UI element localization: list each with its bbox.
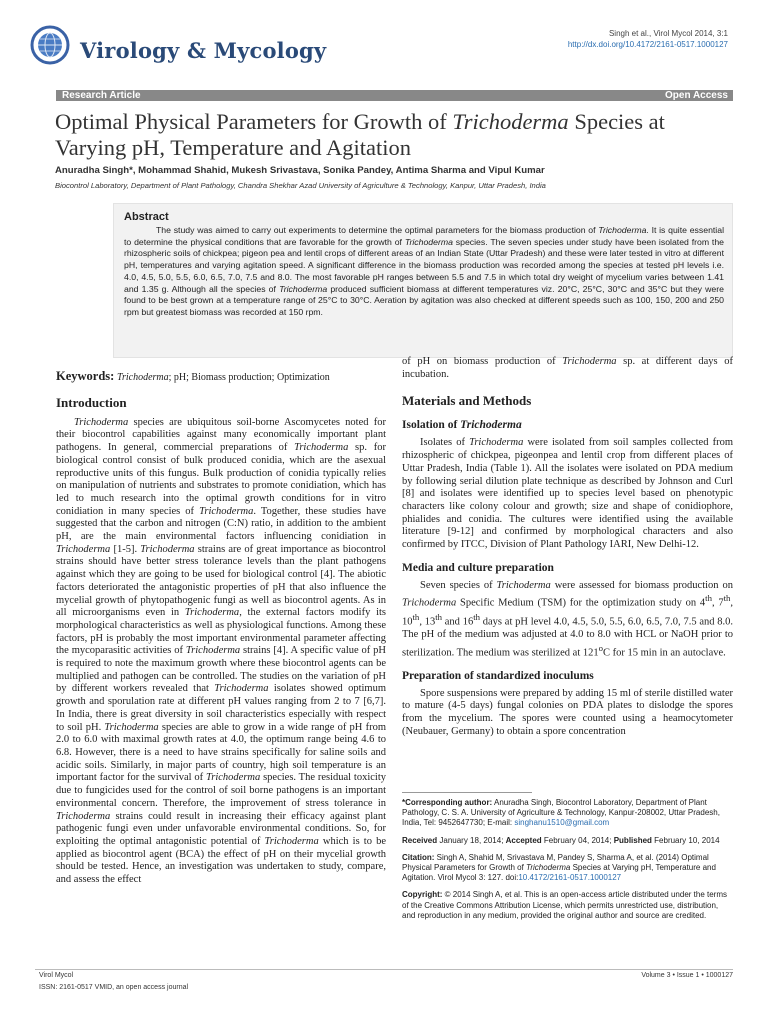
header-citation [568, 28, 728, 50]
footer-issn: ISSN: 2161-0517 VMID, an open access journal [39, 984, 189, 991]
isolation-paragraph: Isolates of Trichoderma were isolated from soil samples collected from rhizospheric of chickpea, pigeonpea and lentil crop from different places of Uttar Pradesh, India (Table 1). All the isolates were isolated on PDA medium by following serial dilution plate technique as described by Johnson and Curl [8] and isolates were identified up to species level based on phenotypic characters like colony colour and growth; size and shape of conidiophore, phialides and conidia. The cultures were identified using the available literature [9-12] and confirmed by morphological characters and also confirmed by ITCC, Division of Plant Pathology IARI, New Delhi-12. [402, 437, 733, 551]
footer-divider [35, 969, 733, 970]
open-access-label: Open Access [665, 90, 728, 101]
footer-volume: Volume 3 • Issue 1 • 1000127 [641, 972, 733, 979]
media-heading: Media and culture preparation [402, 561, 554, 574]
materials-methods-heading: Materials and Methods [402, 393, 532, 409]
dates: Received January 18, 2014; Accepted February 04, 2014; Published February 10, 2014 [402, 835, 720, 845]
title-part: Optimal Physical Parameters for Growth of [55, 109, 453, 134]
keywords: Keywords: Trichoderma; pH; Biomass production; Optimization [56, 369, 330, 383]
title-part: Species at Varying pH, Temperature and Agitation [55, 109, 665, 160]
abstract-text: The study was aimed to carry out experiments to determine the optimal parameters for the biomass production of Trichoderma. It is quite essential to determine the physical conditions that are favorable for the growth of Trichoderma species. The seven species under study have been isolated from the rhizospheric soils of chickpea; pigeon pea and lentil crops of different areas of an Indian State (Uttar Pradesh) and these were later tested in vitro at different pH, temperatures and varying agitation speed. A significant difference in the biomass production was recorded among the species at tested pH levels i.e. 4.0, 4.5, 5.0, 5.5, 6.0, 6.5, 7.0, 7.5 and 8.0. The most favorable pH ranges between 5.5 and 7.5 in which total dry weight of mycelium varies between 1.41 and 1.35 g. Although all the species of Trichoderma produced sufficient biomass at different temperatures viz. 20°C, 25°C, 30°C and 35°C but they were found to be best grown at a temperature range of 25°C to 30°C. Aeration by agitation was also checked at different speeds such as 100, 150, 200 and 250 rpm but greatest biomass was recorded at 150 rpm. [124, 225, 725, 317]
introduction-heading: Introduction [56, 394, 127, 410]
media-paragraph: Seven species of Trichoderma were assessed for biomass production on Trichoderma Specific Medium (TSM) for the optimization study on 4th, 7th, 10th, 13th and 16th days at pH level 4.0, 4.5, 5.0, 5.5, 6.0, 6.5, 7.0, 7.5 and 8.0. The pH of the medium was adjusted at 4.0 to 8.0 with HCL or NaOH prior to sterilization. The medium was sterilized at 121$^o$C for 15 min in an autoclave. [402, 579, 734, 659]
title-genus: Trichoderma [452, 109, 569, 134]
introduction-paragraph: Trichoderma species are ubiquitous soil-borne Ascomycetes noted for their biocontrol capabilities against many economically important plant pathogens. In general, commercial preparations of Trichoderma sp. for biological control consist of bulk produced conidia, which are the asexual reproductive units of this fungus. Bulk production of conidia typically relies on manipulation of nutrients and substrates to promote conidiation, which has led to much research into the optimal growth conditions for in vitro conidiation in many species of Trichoderma. Together, these studies have suggested that the carbon and nitrogen (C:N) ratio, in addition to the ambient pH, are the main environmental factors influencing conidiation in Trichoderma [1-5]. Trichoderma strains are of great importance as biocontrol strains should have better stress tolerance levels than the plant pathogens against which they are going to be used for biological control [4]. The abiotic factors deteriorated the antagonistic properties of pH that also influence the mycelial growth of phytopathogenic fungi as well as biocontrol agents. As in all microorganisms even in Trichoderma, the external factors modify its morphological characteristics as well as physiological functions. Among these factors, pH is probably the most important environmental parameter affecting the mycoparasitic activities of Trichoderma strains [4]. A specific value of pH is required to note the maximum growth where these biocontrol agents can be multiplied and pathogen can be controlled. The studies on the variation of pH by different workers revealed that Trichoderma isolates showed optimum growth and sporulation rate at different pH values ranging from 2 to 7 [6,7]. In India, there is great diversity in soil characteristics especially with respect to soil pH. Trichoderma species are able to grow in a wide range of pH from 2.0 to 6.0 with maximal growth rates at 4.0, the optimum range being 4.6 to 6.8. However, there is a need to have strains specifically for saline soils and acidic soils. Similarly, in major parts of country, high soil temperature is an important factor for the survival of Trichoderma species. The residual toxicity due to fungicides used for the control of soil borne pathogens is an important environmental concern. Therefore, the improvement of stress tolerance in Trichoderma strains could result in increasing their efficacy against plant pathogenic fungi even under unfavorable environmental conditions. So, for exploiting the optimal antagonistic potential of Trichoderma which is to be applied as biocontrol agent (BCA) the effect of pH on their mycelial growth should be tested. Hence, an investigation was undertaken to study, compare, and assess the effect [56, 416, 387, 886]
doi-link[interactable]: http://dx.doi.org/10.4172/2161-0517.1000127 [567, 40, 728, 49]
copyright: Copyright: © 2014 Singh A, et al. This is an open-access article distributed under the terms of the Creative Commons Attribution License, which permits unrestricted use, distribution, and reproduction in any medium, provided the original author and source are credited. [402, 890, 728, 920]
abstract-heading: Abstract [124, 211, 169, 223]
inoculum-heading: Preparation of standardized inoculums [402, 669, 594, 682]
affiliation: Biocontrol Laboratory, Department of Plant Pathology, Chandra Shekhar Azad University of Agriculture & Technology, Kanpur, Uttar Pradesh, India [55, 181, 546, 190]
footnote [402, 798, 733, 928]
email-link[interactable]: singhanu1510@gmail.com [514, 818, 610, 828]
inoculum-paragraph: Spore suspensions were prepared by adding 15 ml of sterile distilled water to mature (4-5 days) fungal colonies on PDA plates to dislodge the spores from the mycelium. The spores were counted using a heamocytometer (Neubauer, Germany) to obtain a spore concentration [402, 687, 733, 737]
citation-line: Singh et al., Virol Mycol 2014, 3:1 [608, 29, 728, 38]
citation-doi-link[interactable]: 10.4172/2161-0517.1000127 [518, 873, 622, 883]
isolation-heading: Isolation of Trichoderma [402, 419, 522, 432]
article-type-bar [56, 90, 733, 101]
footnote-divider [402, 792, 532, 793]
corresponding-author: *Corresponding author: Anuradha Singh, Biocontrol Laboratory, Department of Plant Pathology, C. S. A. University of Agriculture & Technology, Kanpur-208002, Uttar Pradesh, India, Tel: 9452647730; E-mail: singhanu1510@gmail.com [402, 798, 720, 828]
author-list: Anuradha Singh*, Mohammad Shahid, Mukesh Srivastava, Sonika Pandey, Antima Sharma and Vipul Kumar [55, 165, 545, 176]
left-column [56, 370, 386, 887]
article-type-label: Research Article [62, 90, 141, 101]
journal-globe-logo-icon [30, 25, 70, 65]
right-column [402, 356, 733, 739]
footer-journal: Virol Mycol [39, 972, 74, 979]
article-title [55, 109, 735, 161]
journal-name: Virology & Mycology [80, 38, 327, 63]
citation: Citation: Singh A, Shahid M, Srivastava M, Pandey S, Sharma A, et al. (2014) Optimal Physical Parameters for Growth of Trichoderma Species at Varying pH, Temperature and Agitation. Virol Mycol 3: 127. doi:10.4172/2161-0517.1000127 [402, 852, 716, 883]
introduction-continuation: of pH on biomass production of Trichoderma sp. at different days of incubation. [402, 356, 733, 380]
